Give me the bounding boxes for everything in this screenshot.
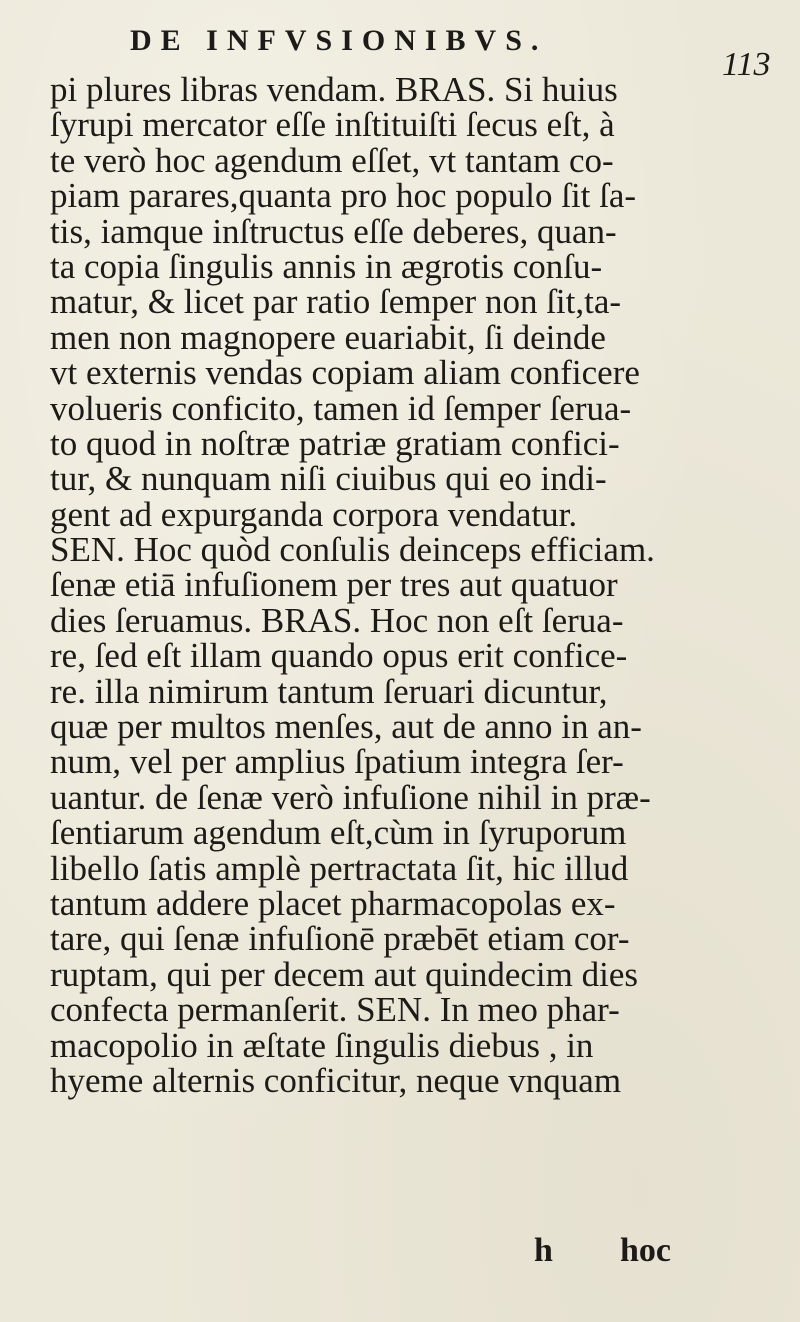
text-line: num, vel per amplius ſpatium integra ſer- (50, 742, 624, 782)
text-line: ta copia ſingulis annis in ægrotis conſu- (50, 246, 603, 286)
text-line: ſentiarum agendum eſt,cùm in ſyruporum (50, 813, 627, 853)
text-line: men non magnopere euariabit, ſi deinde (50, 317, 606, 357)
text-line: uantur. de ſenæ verò infuſione nihil in præ- (50, 777, 651, 817)
text-line: ſyrupi mercator eſſe inſtituiſti ſecus eſt, à (50, 105, 615, 145)
text-line: dies ſeruamus. BRAS. Hoc non eſt ſerua- (50, 600, 624, 640)
text-line: ſenæ etiā infuſionem per tres aut quatuor (50, 565, 618, 605)
text-line: confecta permanſerit. SEN. In meo phar- (50, 990, 620, 1030)
text-line: re, ſed eſt illam quando opus erit confice- (50, 636, 628, 676)
text-line: tis, iamque inſtructus eſſe deberes, quan- (50, 211, 617, 251)
text-line: libello ſatis amplè pertractata ſit, hic illud (50, 848, 629, 888)
text-line: matur, & licet par ratio ſemper non ſit,ta- (50, 282, 622, 322)
text-line: te verò hoc agendum eſſet, vt tantam co- (50, 140, 614, 180)
text-line: gent ad expurganda corpora vendatur. (50, 494, 578, 534)
text-line: macopolio in æſtate ſingulis diebus , in (50, 1025, 594, 1065)
text-block (50, 72, 780, 1098)
text-line: ruptam, qui per decem aut quindecim dies (50, 954, 639, 994)
text-line: re. illa nimirum tantum ſeruari dicuntur, (50, 671, 608, 711)
text-line: to quod in noſtræ patriæ gratiam confici- (50, 423, 620, 463)
text-line: quæ per multos menſes, aut de anno in an- (50, 707, 642, 747)
catchword: hoc (620, 1232, 671, 1269)
text-line: pi plures libras vendam. BRAS. Si huius (50, 70, 618, 109)
text-line: tantum addere placet pharmacopolas ex- (50, 883, 616, 923)
signature-mark: h (534, 1232, 553, 1269)
text-line: tur, & nunquam niſi ciuibus qui eo indi- (50, 459, 607, 499)
text-line: tare, qui ſenæ infuſionē præbēt etiam cor- (50, 919, 630, 959)
text-line: hyeme alternis conficitur, neque vnquam (50, 1060, 622, 1100)
text-line: vt externis vendas copiam aliam conficere (50, 353, 640, 393)
text-line: SEN. Hoc quòd conſulis deinceps efficiam. (50, 530, 655, 570)
page-number: 113 (722, 46, 771, 83)
running-head: DE INFVSIONIBVS. (130, 24, 548, 57)
text-line: piam parares,quanta pro hoc populo ſit ſa- (50, 176, 637, 216)
text-line: volueris conficito, tamen id ſemper ſerua- (50, 388, 632, 428)
